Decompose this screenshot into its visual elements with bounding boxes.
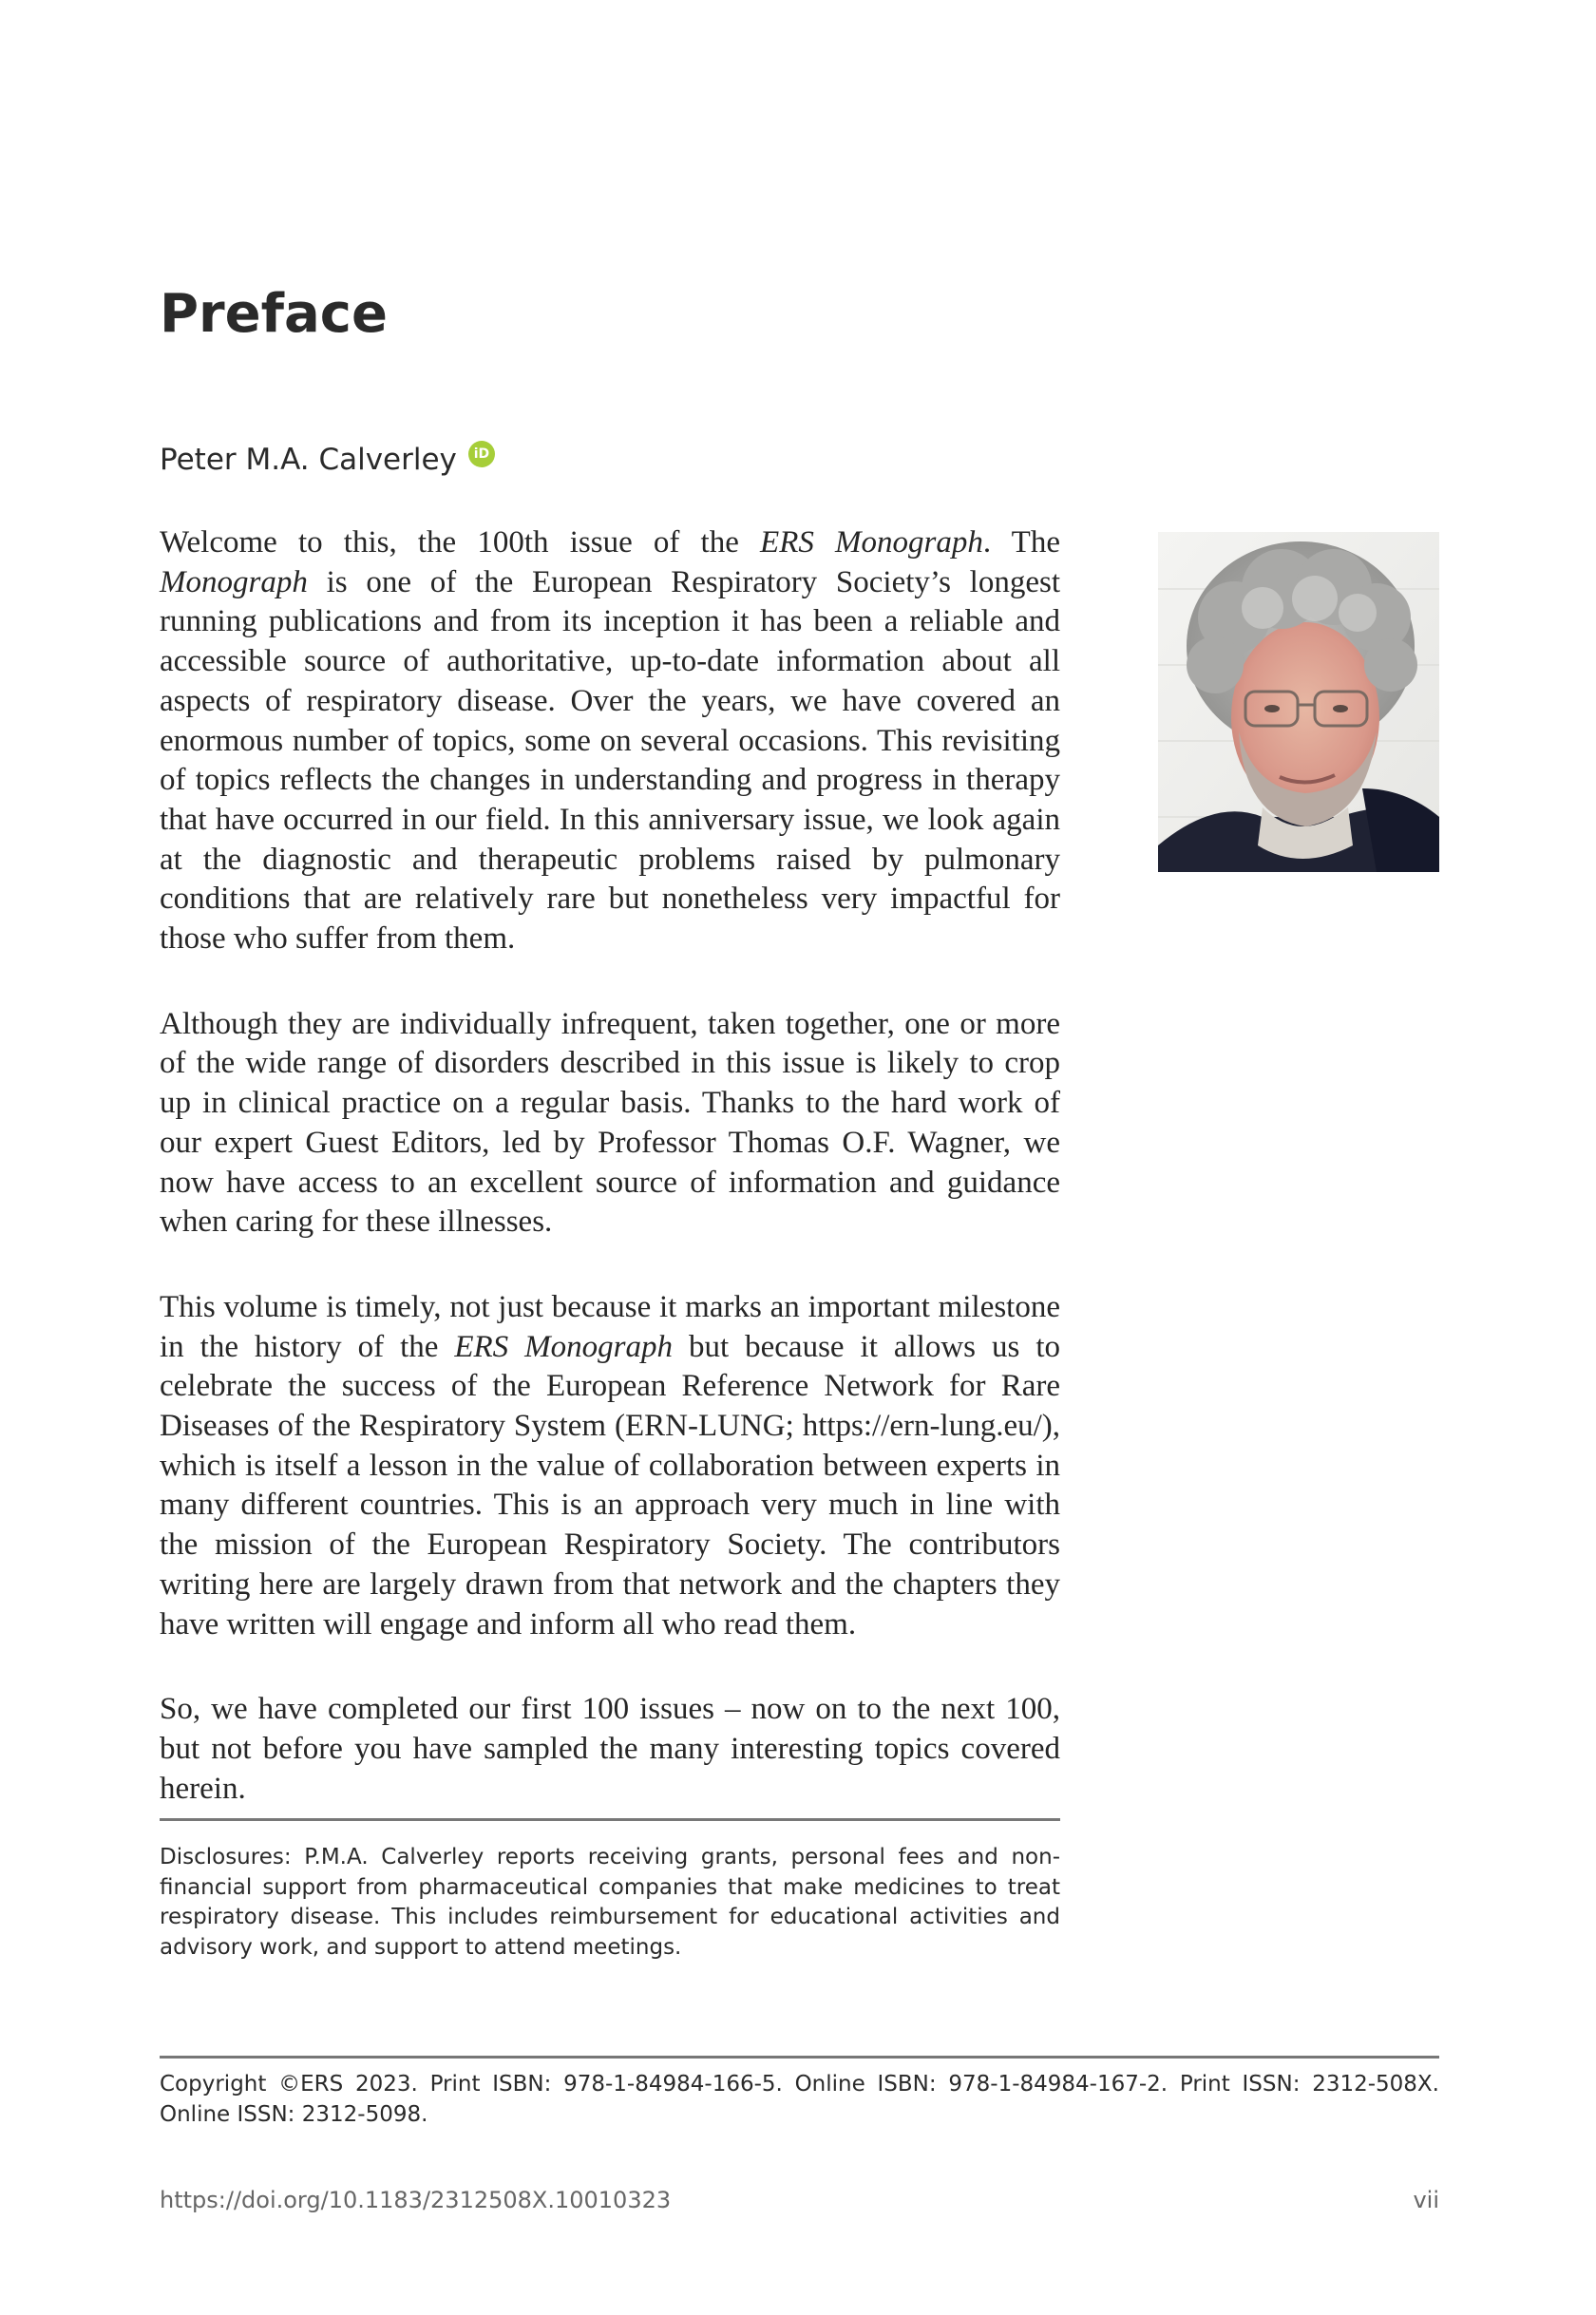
- page-number: vii: [1413, 2187, 1439, 2213]
- footnote-divider: [160, 1818, 1060, 1821]
- italic-title: ERS Monograph: [454, 1329, 673, 1364]
- preface-body: [160, 523, 1060, 1809]
- author-portrait-photo: [1158, 532, 1439, 872]
- author-name: Peter M.A. Calverley: [160, 443, 457, 477]
- paragraph-3: This volume is timely, not just because it marks an important milestone in the history of the ERS Monograph but because it allows us to celebrate the success of the European Reference Network for Rare Diseases of the Respiratory System (ERN-LUNG; https://ern-lung.eu/), which is itself a lesson in the value of collaboration between experts in many different countries. This is an approach very much in line with the mission of the European Respiratory Society. The contributors writing here are largely drawn from that network and the chapters they have written will engage and inform all who read them.: [160, 1289, 1060, 1641]
- copyright-divider: [160, 2056, 1439, 2059]
- paragraph-4: So, we have completed our first 100 issues – now on to the next 100, but not before you have sampled the many interesting topics covered herein.: [160, 1692, 1060, 1806]
- italic-title: ERS Monograph: [760, 525, 983, 560]
- paragraph-2: Although they are individually infrequent, taken together, one or more of the wide range of disorders described in this issue is likely to crop up in clinical practice on a regular basis. Thanks to the hard work of our expert Guest Editors, led by Professor Thomas O.F. Wagner, we now have access to an excellent source of information and guidance when caring for these illnesses.: [160, 1006, 1060, 1240]
- doi-link[interactable]: https://doi.org/10.1183/2312508X.10010323: [160, 2187, 672, 2213]
- italic-title: Monograph: [160, 564, 308, 599]
- orcid-icon[interactable]: iD: [468, 441, 495, 467]
- page-title: Preface: [160, 283, 388, 345]
- paragraph-1: Welcome to this, the 100th issue of the ERS Monograph. The Monograph is one of the European Respiratory Society’s longest running publications and from its inception it has been a reliable and accessible source of authoritative, up-to-date information about all aspects of respiratory disease. Over the years, we have covered an enormous number of topics, some on several occasions. This revisiting of topics reflects the changes in understanding and progress in therapy that have occurred in our field. In this anniversary issue, we look again at the diagnostic and therapeutic problems raised by pulmonary conditions that are relatively rare but nonetheless very impactful for those who suffer from them.: [160, 525, 1060, 957]
- disclosure-note: Disclosures: P.M.A. Calverley reports receiving grants, personal fees and non-financial support from pharmaceutical companies that make medicines to treat respiratory disease. This includes reimbursement for educational activities and advisory work, and support to attend meetings.: [160, 1845, 1060, 1960]
- copyright-notice: Copyright ©ERS 2023. Print ISBN: 978-1-84984-166-5. Online ISBN: 978-1-84984-167-2. Print ISSN: 2312-508X. Online ISSN: 2312-5098.: [160, 2072, 1439, 2127]
- author-line: [160, 439, 495, 481]
